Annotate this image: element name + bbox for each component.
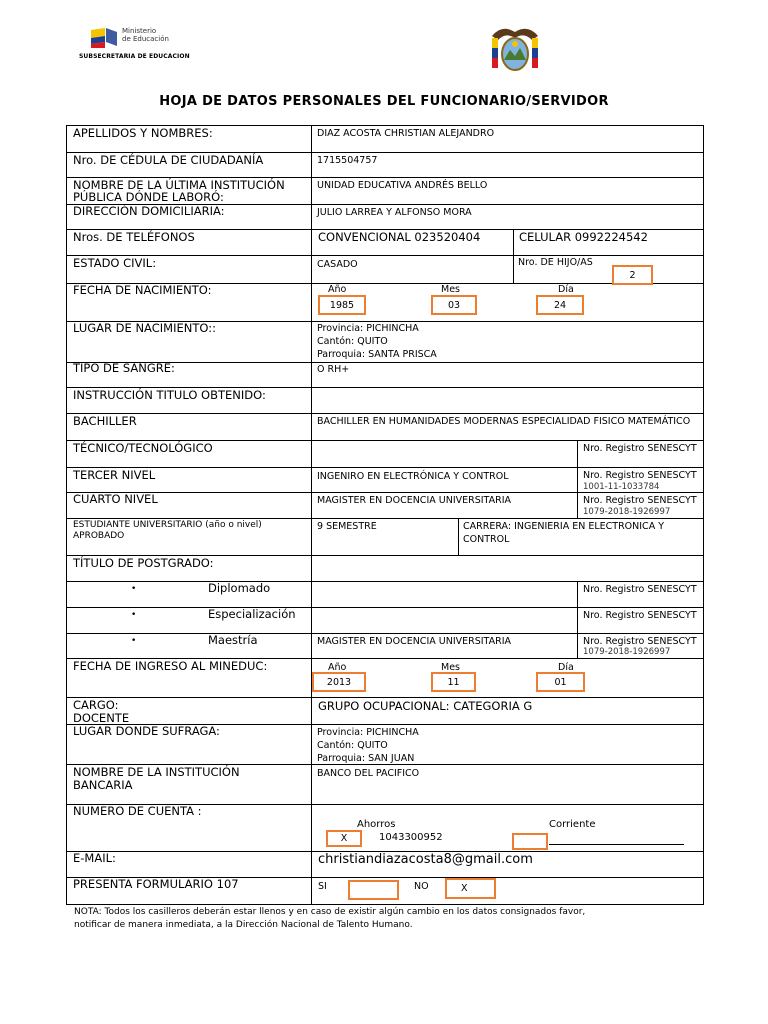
corriente-label: Corriente (549, 819, 596, 830)
postgrado-label: TÍTULO DE POSTGRADO: (73, 556, 214, 570)
ahorros-mark: X (340, 833, 348, 844)
cuenta-value: 1043300952 (379, 832, 443, 843)
sufraga-label: LUGAR DONDE SUFRAGA: (73, 724, 220, 738)
ingreso-label: FECHA DE INGRESO AL MINEDUC: (73, 659, 268, 673)
estudiante-value: 9 SEMESTRE (317, 521, 377, 532)
ing-dia-label: Día (558, 662, 574, 673)
tecnico-senescyt-label: Nro. Registro SENESCYT (583, 443, 697, 454)
footer-note (74, 906, 714, 932)
hijos-label: Nro. DE HIJO/AS (518, 257, 593, 268)
estudiante-label-2: APROBADO (73, 531, 125, 541)
ing-dia-value: 01 (554, 676, 567, 688)
cargo-label: CARGO: (73, 698, 119, 712)
diplomado-label: Diplomado (208, 581, 271, 595)
bullet: • (131, 584, 137, 594)
no-mark: X (461, 883, 468, 894)
tipo-sangre-label: TIPO DE SANGRE: (73, 361, 175, 375)
nombres-value: DIAZ ACOSTA CHRISTIAN ALEJANDRO (317, 128, 495, 139)
estado-civil-label: ESTADO CIVIL: (73, 256, 157, 270)
corriente-line (549, 844, 684, 845)
ahorros-label: Ahorros (357, 819, 396, 830)
note-line-2: notificar de manera inmediata, a la Dirección Nacional de Talento Humano. (74, 920, 413, 930)
ing-anio-label: Año (328, 662, 347, 673)
nac-dia-value: 24 (553, 299, 567, 311)
nac-mes-label: Mes (441, 284, 460, 295)
si-box (348, 880, 399, 900)
tecnico-label: TÉCNICO/TECNOLÓGICO (73, 441, 213, 455)
direccion-label: DIRECCIÓN DOMICILIARIA: (73, 204, 225, 218)
tipo-sangre-value: O RH+ (317, 364, 350, 375)
nac-dia-box (536, 295, 584, 315)
especializacion-senescyt-label: Nro. Registro SENESCYT (583, 610, 697, 621)
institucion-label-2: PÚBLICA DÓNDE LABORÓ: (73, 190, 224, 204)
nac-anio-box (318, 295, 366, 315)
lugar-nac-parroquia: Parroquia: SANTA PRISCA (317, 349, 437, 360)
email-value: christiandiazacosta8@gmail.com (318, 852, 533, 867)
ministry-name: Ministerio de Educación (122, 27, 169, 43)
corriente-box (512, 833, 548, 850)
hijos-value: 2 (629, 269, 636, 281)
cuarto-nivel-label: CUARTO NIVEL (73, 492, 158, 506)
direccion-value: JULIO LARREA Y ALFONSO MORA (317, 207, 472, 218)
nac-mes-value: 03 (447, 299, 461, 311)
banco-label-2: BANCARIA (73, 778, 133, 792)
ing-mes-label: Mes (441, 662, 460, 673)
nac-mes-box (431, 295, 477, 315)
lugar-nac-canton: Cantón: QUITO (317, 336, 388, 347)
hijos-box (612, 265, 653, 285)
no-label: NO (414, 881, 429, 892)
cedula-label: Nro. DE CÉDULA DE CIUDADANÍA (73, 153, 264, 167)
telefonos-label: Nros. DE TELÉFONOS (73, 230, 195, 244)
banco-value: BANCO DEL PACIFICO (317, 768, 420, 779)
bachiller-label: BACHILLER (73, 414, 137, 428)
si-label: SI (318, 881, 327, 892)
tercer-nivel-label: TERCER NIVEL (73, 468, 156, 482)
cuenta-label: NUMERO DE CUENTA : (73, 804, 202, 818)
celular-value: CELULAR 0992224542 (519, 230, 648, 244)
ing-anio-box (312, 672, 366, 692)
estudiante-label-1: ESTUDIANTE UNIVERSITARIO (año o nivel) (73, 520, 262, 530)
institucion-label-1: NOMBRE DE LA ÚLTIMA INSTITUCIÓN (73, 178, 285, 192)
fecha-nacimiento-label: FECHA DE NACIMIENTO: (73, 283, 212, 297)
lugar-nac-provincia: Provincia: PICHINCHA (317, 323, 419, 334)
carrera-line-2: CONTROL (463, 534, 510, 545)
subsecretaria-label: SUBSECRETARIA DE EDUCACION (79, 53, 190, 60)
banco-label-1: NOMBRE DE LA INSTITUCIÓN (73, 765, 240, 779)
cargo-value: DOCENTE (73, 711, 130, 725)
sufraga-provincia: Provincia: PICHINCHA (317, 727, 419, 738)
note-line-1: NOTA: Todos los casilleros deberán estar llenos y en caso de existir algún cambio en los datos consignados favor, (74, 907, 586, 917)
cuarto-registro: 1079-2018-1926997 (583, 507, 671, 517)
email-label: E-MAIL: (73, 851, 116, 865)
nac-anio-value: 1985 (329, 299, 355, 311)
coat-of-arms-icon (488, 22, 542, 72)
tercer-senescyt-label: Nro. Registro SENESCYT (583, 470, 697, 481)
maestria-label: Maestría (208, 633, 258, 647)
ing-mes-box (431, 672, 476, 692)
cuarto-nivel-value: MAGISTER EN DOCENCIA UNIVERSITARIA (317, 495, 512, 506)
lugar-nacimiento-label: LUGAR DE NACIMIENTO:: (73, 321, 216, 335)
nac-anio-label: Año (328, 284, 347, 295)
ing-anio-value: 2013 (326, 676, 352, 688)
sufraga-canton: Cantón: QUITO (317, 740, 388, 751)
instruccion-label: INSTRUCCIÓN TITULO OBTENIDO: (73, 388, 266, 402)
maestria-value: MAGISTER EN DOCENCIA UNIVERSITARIA (317, 636, 512, 647)
maestria-registro: 1079-2018-1926997 (583, 647, 671, 657)
nac-dia-label: Día (558, 284, 574, 295)
ing-mes-value: 11 (447, 676, 460, 688)
convencional-value: CONVENCIONAL 023520404 (318, 230, 481, 244)
estado-civil-value: CASADO (317, 259, 358, 270)
institucion-value: UNIDAD EDUCATIVA ANDRÉS BELLO (317, 180, 488, 191)
carrera-line-1: CARRERA: INGENIERIA EN ELECTRONICA Y (463, 521, 665, 532)
especializacion-label: Especialización (208, 607, 296, 621)
grupo-ocupacional-value: GRUPO OCUPACIONAL: CATEGORIA G (318, 699, 533, 713)
tercer-registro: 1001-11-1033784 (583, 482, 660, 492)
ahorros-box (326, 830, 362, 847)
bullet: • (131, 610, 137, 620)
nombres-label: APELLIDOS Y NOMBRES: (73, 126, 213, 140)
cedula-value: 1715504757 (317, 155, 378, 166)
page-title: HOJA DE DATOS PERSONALES DEL FUNCIONARIO/SERVIDOR (159, 94, 609, 109)
bullet: • (131, 636, 137, 646)
no-box (445, 878, 496, 899)
ministry-logo-icon (91, 28, 117, 48)
ing-dia-box (536, 672, 585, 692)
cuarto-senescyt-label: Nro. Registro SENESCYT (583, 495, 697, 506)
bachiller-value: BACHILLER EN HUMANIDADES MODERNAS ESPECIALIDAD FISICO MATEMÁTICO (317, 416, 691, 427)
diplomado-senescyt-label: Nro. Registro SENESCYT (583, 584, 697, 595)
tercer-nivel-value: INGENIRO EN ELECTRÓNICA Y CONTROL (317, 471, 509, 482)
sufraga-parroquia: Parroquia: SAN JUAN (317, 753, 415, 764)
maestria-senescyt-label: Nro. Registro SENESCYT (583, 636, 697, 647)
form107-label: PRESENTA FORMULARIO 107 (73, 877, 239, 891)
